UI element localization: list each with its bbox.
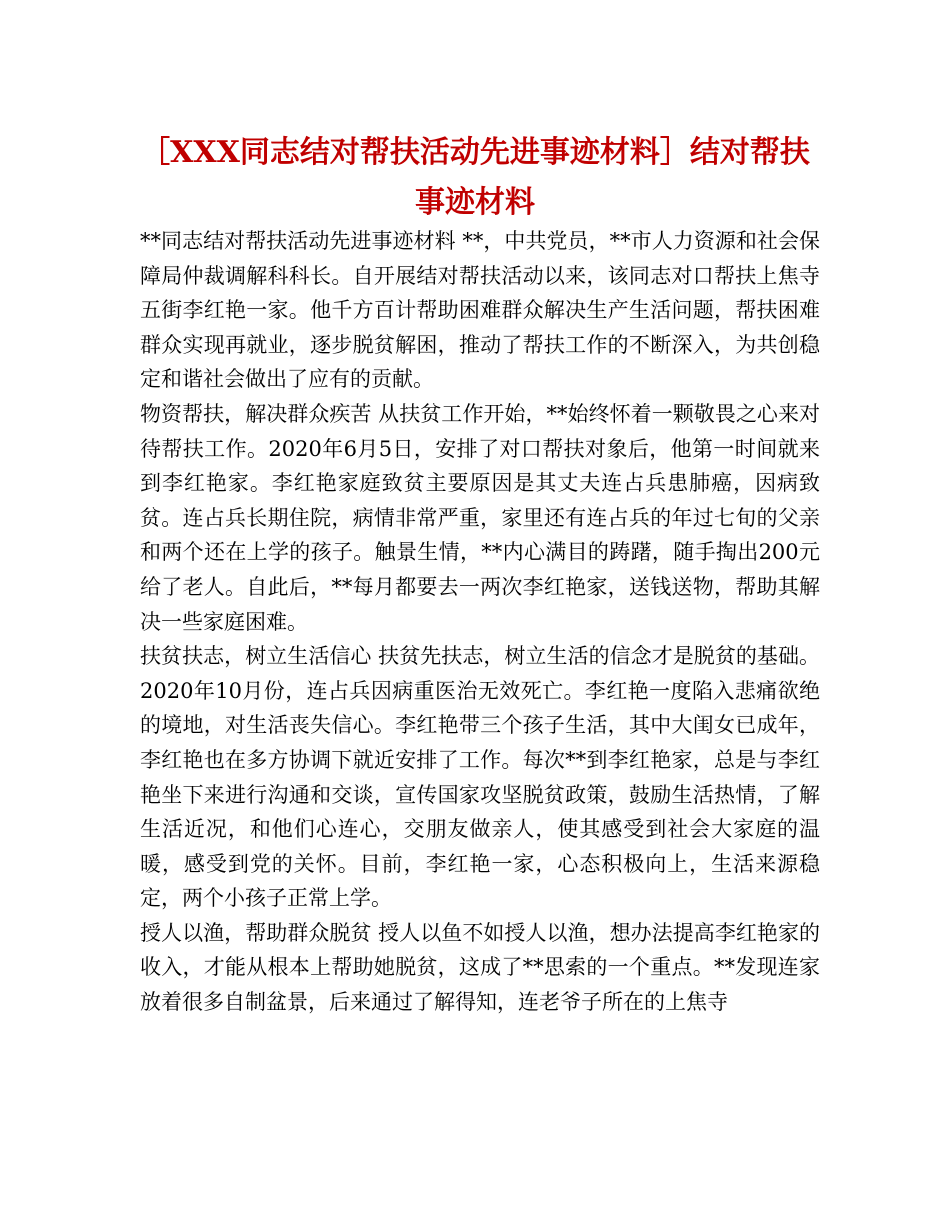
paragraph-build-confidence: 扶贫扶志，树立生活信心 扶贫先扶志，树立生活的信念才是脱贫的基础。2020年10月份，连占兵因病重医治无效死亡。李红艳一度陷入悲痛欲绝的境地，对生活丧失信心。李红艳带三个孩子生活，其中大闺女已成年，李红艳也在多方协调下就近安排了工作。每次**到李红艳家，总是与李红艳坐下来进行沟通和交谈，宣传国家攻坚脱贫政策，鼓励生活热情，了解生活近况，和他们心连心，交朋友做亲人，使其感受到社会大家庭的温暖，感受到党的关怀。目前，李红艳一家，心态积极向上，生活来源稳定，两个小孩子正常上学。 — [140, 644, 820, 911]
document-title: ［XXX同志结对帮扶活动先进事迹材料］结对帮扶事迹材料 — [140, 135, 810, 220]
paragraph-material-aid: 物资帮扶，解决群众疾苦 从扶贫工作开始，**始终怀着一颗敬畏之心来对待帮扶工作。2020年6月5日，安排了对口帮扶对象后，他第一时间就来到李红艳家。李红艳家庭致贫主要原因是其丈夫连占兵患肺癌，因病致贫。连占兵长期住院，病情非常严重，家里还有连占兵的年过七旬的父亲和两个还在上学的孩子。触景生情，**内心满目的踌躇，随手掏出200元给了老人。自此后，**每月都要去一两次李红艳家，送钱送物，帮助其解决一些家庭困难。 — [140, 401, 820, 634]
paragraph-teach-to-fish: 授人以渔，帮助群众脱贫 授人以鱼不如授人以渔，想办法提高李红艳家的收入，才能从根本上帮助她脱贫，这成了**思索的一个重点。**发现连家放着很多自制盆景，后来通过了解得知，连老爷子所在的上焦寺 — [140, 920, 820, 1015]
paragraph-intro: **同志结对帮扶活动先进事迹材料 **，中共党员，**市人力资源和社会保障局仲裁调解科科长。自开展结对帮扶活动以来，该同志对口帮扶上焦寺五街李红艳一家。他千方百计帮助困难群众解决生产生活问题，帮扶困难群众实现再就业，逐步脱贫解困，推动了帮扶工作的不断深入，为共创稳定和谐社会做出了应有的贡献。 — [140, 229, 820, 392]
document-body — [140, 224, 820, 1020]
